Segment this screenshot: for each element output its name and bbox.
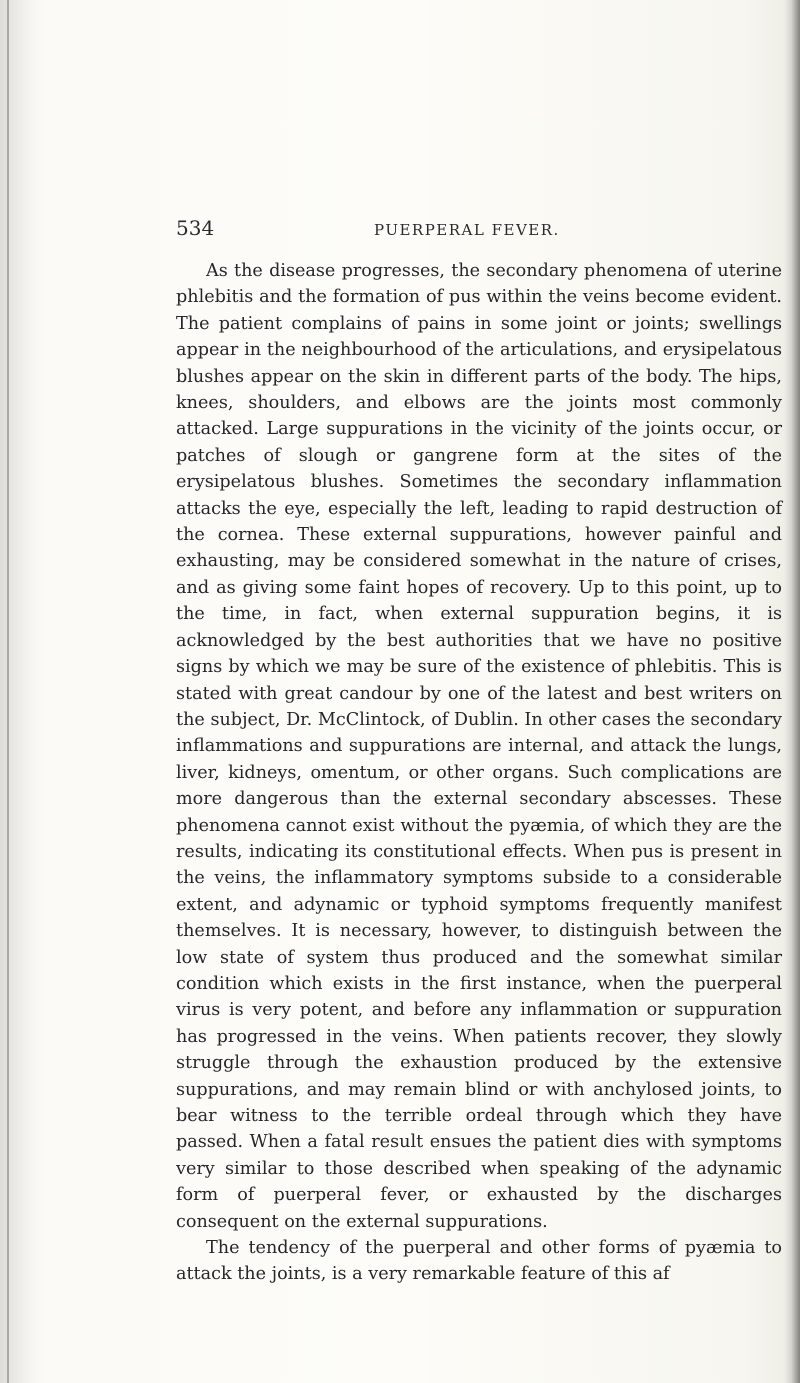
running-head: PUERPERAL FEVER. bbox=[374, 221, 560, 239]
paragraph: As the disease progresses, the secondary phenomena of uterine phlebitis and the formation of pus within the veins become evident. The patient complains of pains in some joint or joints; swellings appear in the neighbourhood of the articulations, and erysipelatous blushes appear on the skin in different parts of the body. The hips, knees, shoulders, and elbows are the joints most commonly attacked. Large suppurations in the vicinity of the joints occur, or patches of slough or gangrene form at the sites of the erysipelatous blushes. Sometimes the secondary inflammation attacks the eye, especially the left, leading to rapid destruction of the cornea. These external suppurations, however painful and exhausting, may be considered somewhat in the nature of crises, and as giving some faint hopes of recovery. Up to this point, up to the time, in fact, when external suppuration begins, it is acknowledged by the best authorities that we have no positive signs by which we may be sure of the existence of phlebitis. This is stated with great candour by one of the latest and best writers on the subject, Dr. McClintock, of Dublin. In other cases the secondary inflammations and suppurations are internal, and attack the lungs, liver, kidneys, omentum, or other organs. Such complications are more dangerous than the external secondary abscesses. These phenomena cannot exist without the pyæmia, of which they are the results, indicating its constitutional effects. When pus is present in the veins, the inflammatory symptoms subside to a considerable extent, and adynamic or typhoid symptoms frequently manifest themselves. It is necessary, however, to distinguish between the low state of system thus produced and the somewhat similar condition which exists in the first instance, when the puerperal virus is very potent, and before any inflammation or suppuration has progressed in the veins. When patients recover, they slowly struggle through the exhaustion produced by the extensive suppurations, and may remain blind or with anchylosed joints, to bear witness to the terrible ordeal through which they have passed. When a fatal result ensues the patient dies with symptoms very similar to those described when speaking of the adynamic form of puerperal fever, or exhausted by the discharges consequent on the external suppurations. bbox=[176, 261, 782, 1232]
page-edge-shadow bbox=[784, 0, 800, 1383]
paragraph: The tendency of the puerperal and other forms of pyæmia to attack the joints, is a very remarkable feature of this af bbox=[176, 1238, 782, 1285]
gutter-shadow bbox=[0, 0, 40, 1383]
page-header bbox=[176, 216, 776, 246]
body-text bbox=[176, 258, 782, 1288]
page-number: 534 bbox=[176, 216, 215, 240]
